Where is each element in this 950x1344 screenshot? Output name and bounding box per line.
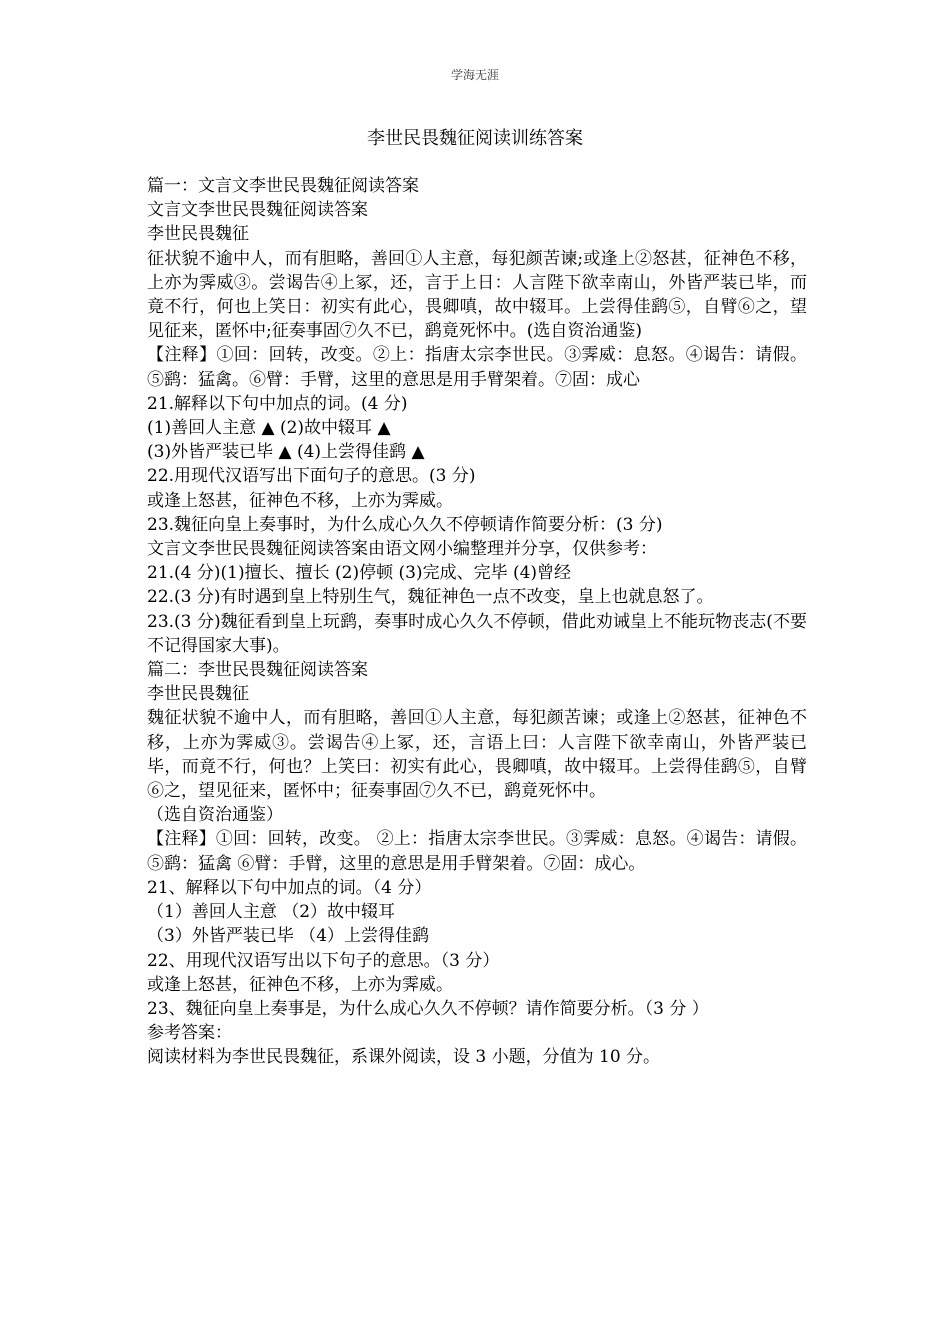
question-item: (3)外皆严装已毕 ▲ (4)上尝得佳鹞 ▲ bbox=[147, 442, 425, 463]
answer: 21.(4 分)(1)擅长、擅长 (2)停顿 (3)完成、完毕 (4)曾经 bbox=[147, 563, 572, 584]
answer: 22.(3 分)有时遇到皇上特别生气，魏征神色一点不改变，皇上也就息怒了。 bbox=[147, 587, 714, 608]
passage-source: （选自资治通鉴） bbox=[147, 805, 283, 826]
question-item: 或逢上怒甚，征神色不移，上亦为霁威。 bbox=[147, 974, 453, 995]
question: 22、用现代汉语写出以下句子的意思。（3 分） bbox=[147, 950, 500, 971]
section-heading: 篇二：李世民畏魏征阅读答案 bbox=[147, 660, 368, 681]
question: 21.解释以下句中加点的词。(4 分) bbox=[147, 393, 408, 414]
answer: 23.(3 分)魏征看到皇上玩鹞，奏事时成心久久不停顿，借此劝诫皇上不能玩物丧志(不要不记得国家大事)。 bbox=[147, 611, 807, 656]
answer: 阅读材料为李世民畏魏征，系课外阅读，设 3 小题，分值为 10 分。 bbox=[147, 1047, 661, 1068]
question-item: 或逢上怒甚，征神色不移，上亦为霁威。 bbox=[147, 490, 453, 511]
answer-heading: 参考答案： bbox=[147, 1023, 232, 1044]
question: 22.用现代汉语写出下面句子的意思。(3 分) bbox=[147, 466, 476, 487]
question: 23.魏征向皇上奏事时，为什么成心久久不停顿请作简要分析：(3 分) bbox=[147, 514, 663, 535]
passage-text: 魏征状貌不逾中人，而有胆略，善回①人主意，每犯颜苦谏；或逢上②怒甚，征神色不移，上亦为霁威③。尝谒告④上冢，还，言语上曰：人言陛下欲幸南山，外皆严装已毕，而竟不行，何也？上笑曰：初实有此心，畏卿嗔，故中辍耳。上尝得佳鹞⑤，自臂⑥之，望见征来，匿怀中；征奏事固⑦久不已，鹞竟死怀中。 bbox=[147, 708, 807, 802]
passage-title: 李世民畏魏征 bbox=[147, 684, 249, 705]
document-body bbox=[147, 174, 807, 1070]
annotation: 【注释】①回：回转，改变。②上：指唐太宗李世民。③霁威：息怒。④谒告：请假。⑤鹞：猛禽。⑥臂：手臂，这里的意思是用手臂架着。⑦固：成心 bbox=[147, 345, 807, 390]
page-header: 学海无涯 bbox=[450, 68, 499, 82]
sub-heading: 文言文李世民畏魏征阅读答案 bbox=[147, 200, 368, 221]
section-heading: 篇一：文言文李世民畏魏征阅读答案 bbox=[147, 176, 419, 196]
question-item: （1）善回人主意 （2）故中辍耳 bbox=[147, 902, 396, 923]
document-title: 李世民畏魏征阅读训练答案 bbox=[367, 128, 583, 149]
question: 23、魏征向皇上奏事是，为什么成心久久不停顿？请作简要分析。（3 分 ） bbox=[147, 998, 709, 1019]
question: 21、解释以下句中加点的词。（4 分） bbox=[147, 877, 432, 898]
annotation: 【注释】①回：回转，改变。 ②上：指唐太宗李世民。③霁威：息怒。④谒告：请假。 ⑤鹞：猛禽 ⑥臂：手臂，这里的意思是用手臂架着。⑦固：成心。 bbox=[147, 829, 807, 874]
passage-title: 李世民畏魏征 bbox=[147, 224, 249, 245]
question-item: (1)善回人主意 ▲ (2)故中辍耳 ▲ bbox=[147, 418, 391, 439]
question-item: （3）外皆严装已毕 （4）上尝得佳鹞 bbox=[147, 926, 430, 947]
answer-intro: 文言文李世民畏魏征阅读答案由语文网小编整理并分享，仅供参考： bbox=[147, 539, 657, 560]
passage-text: 征状貌不逾中人，而有胆略，善回①人主意，每犯颜苦谏;或逢上②怒甚，征神色不移，上亦为霁威③。尝谒告④上冢，还，言于上日：人言陛下欲幸南山，外皆严装已毕，而竟不行，何也上笑日：初实有此心，畏卿嗔，故中辍耳。上尝得佳鹞⑤，自臂⑥之，望见征来，匿怀中;征奏事固⑦久不已，鹞竟死怀中。(选自资治通鉴) bbox=[147, 248, 807, 342]
